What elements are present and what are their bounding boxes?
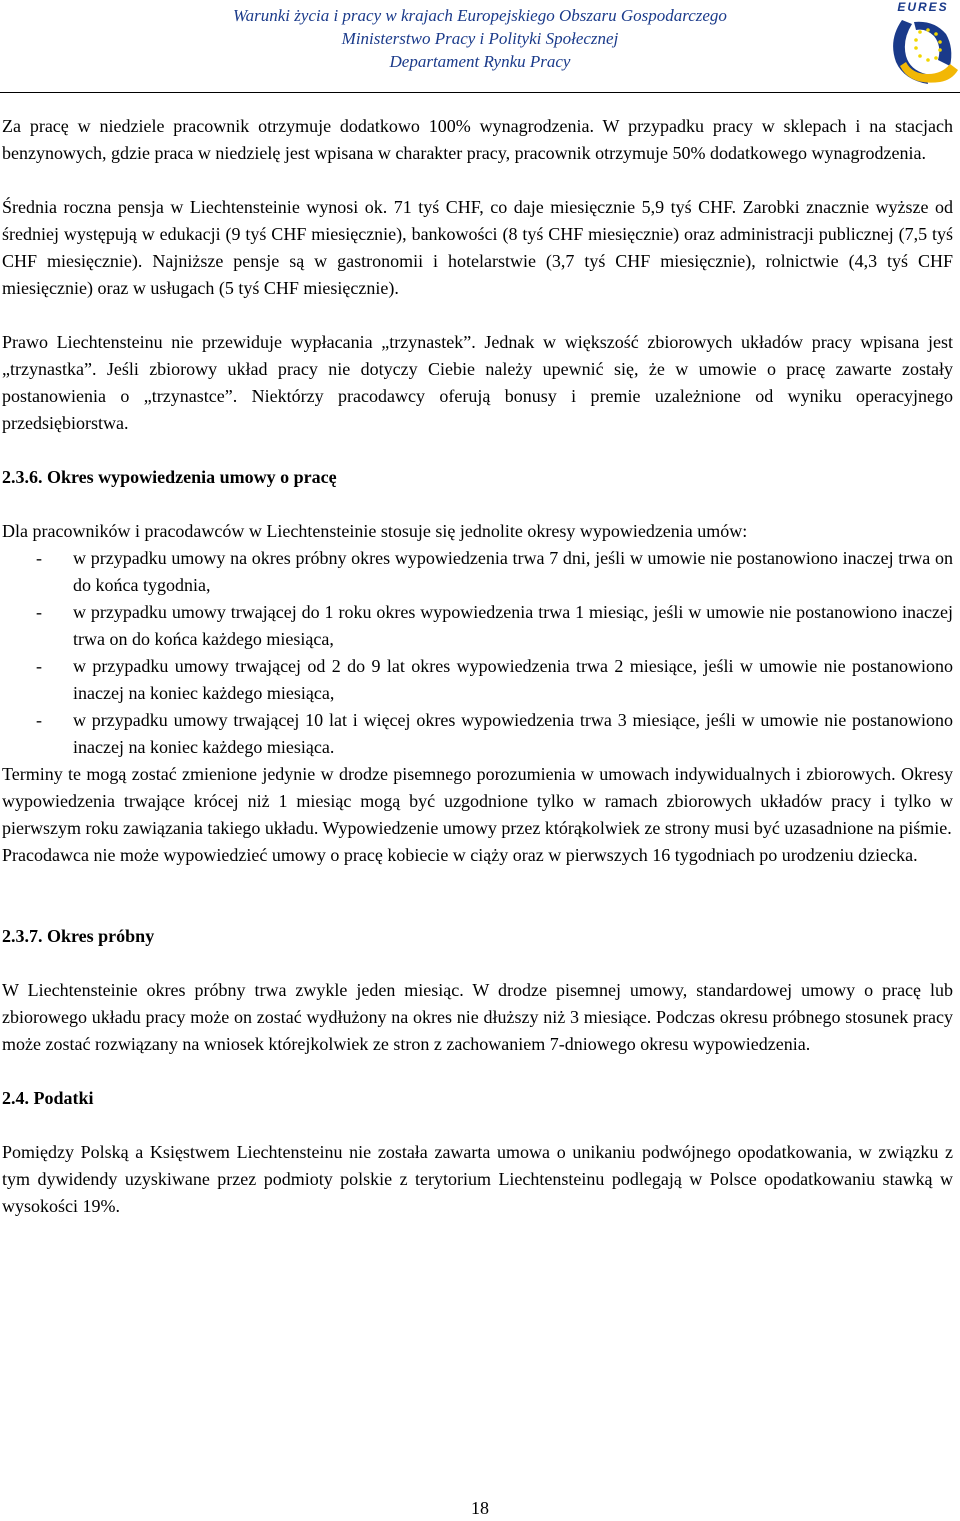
- header-rule: [0, 92, 960, 93]
- heading-2-4: 2.4. Podatki: [2, 1088, 94, 1108]
- eures-logo: [880, 0, 960, 88]
- paragraph-average-salary: Średnia roczna pensja w Liechtensteinie wynosi ok. 71 tyś CHF, co daje miesięcznie 5,9 tyś CHF. Zarobki znacznie wyższe od średniej występują w edukacji (9 tyś CHF miesięcznie), bankowości (8 tyś CHF miesięcznie) oraz administracji publicznej (7,5 tyś CHF miesięcznie). Najniższe pensje są w gastronomii i hotelarstwie (3,7 tyś CHF miesięcznie), rolnictwie (4,3 tyś CHF miesięcznie) oraz w usługach (5 tyś CHF miesięcznie).: [2, 197, 953, 298]
- notice-period-list: [2, 545, 953, 761]
- paragraph-thirteenth-salary: Prawo Liechtensteinu nie przewiduje wypłacania „trzynastek”. Jednak w większość zbiorowych układów pracy wpisana jest „trzynastka”. Jeśli zbiorowy układ pracy nie dotyczy Ciebie należy upewnić się, że w umowie o pracę zawarte zostały postanowienia o „trzynastce”. Niektórzy pracodawcy oferują bonusy i premie uzależnione od wyniku operacyjnego przedsiębiorstwa.: [2, 332, 953, 433]
- list-item-text: w przypadku umowy trwającej 10 lat i więcej okres wypowiedzenia trwa 3 miesiące, jeśli w umowie nie postanowiono inaczej na koniec każdego miesiąca.: [73, 710, 953, 757]
- list-item: [2, 653, 953, 707]
- list-item: [2, 599, 953, 653]
- list-item: [2, 545, 953, 599]
- heading-2-3-6: 2.3.6. Okres wypowiedzenia umowy o pracę: [2, 467, 337, 487]
- paragraph-sunday-pay: Za pracę w niedziele pracownik otrzymuje dodatkowo 100% wynagrodzenia. W przypadku pracy w sklepach i na stacjach benzynowych, gdzie praca w niedzielę jest wpisana w charakter pracy, pracownik otrzymuje 50% dodatkowego wynagrodzenia.: [2, 116, 953, 163]
- header-text: [130, 4, 830, 73]
- header-line-3: Departament Rynku Pracy: [389, 52, 571, 71]
- list-item-text: w przypadku umowy trwającej do 1 roku okres wypowiedzenia trwa 1 miesiąc, jeśli w umowie nie postanowiono inaczej trwa on do końca każdego miesiąca,: [73, 602, 953, 649]
- list-item-text: w przypadku umowy trwającej od 2 do 9 lat okres wypowiedzenia trwa 2 miesiące, jeśli w umowie nie postanowiono inaczej na koniec każdego miesiąca,: [73, 656, 953, 703]
- list-dash: -: [36, 548, 42, 568]
- heading-2-3-7: 2.3.7. Okres próbny: [2, 926, 155, 946]
- header-line-1: Warunki życia i pracy w krajach Europejskiego Obszaru Gospodarczego: [233, 6, 727, 25]
- list-item: [2, 707, 953, 761]
- paragraph-taxes: Pomiędzy Polską a Księstwem Liechtensteinu nie została zawarta umowa o unikaniu podwójnego opodatkowania, w związku z tym dywidendy uzyskiwane przez podmioty polskie z terytorium Liechtensteinu podlegają w Polsce opodatkowaniu stawką w wysokości 19%.: [2, 1142, 953, 1216]
- document-body: [2, 113, 953, 1220]
- eures-logo-icon: [880, 0, 960, 88]
- paragraph-pregnancy-protection: Pracodawca nie może wypowiedzieć umowy o pracę kobiecie w ciąży oraz w pierwszych 16 tygodniach po urodzeniu dziecka.: [2, 845, 918, 865]
- list-dash: -: [36, 602, 42, 622]
- header-line-2: Ministerstwo Pracy i Polityki Społecznej: [341, 29, 619, 48]
- list-item-text: w przypadku umowy na okres próbny okres wypowiedzenia trwa 7 dni, jeśli w umowie nie postanowiono inaczej trwa on do końca tygodnia,: [73, 548, 953, 595]
- list-dash: -: [36, 656, 42, 676]
- paragraph-notice-intro: Dla pracowników i pracodawców w Liechtensteinie stosuje się jednolite okresy wypowiedzenia umów:: [2, 521, 748, 541]
- eures-logo-text: EURES: [897, 0, 949, 14]
- paragraph-probation: W Liechtensteinie okres próbny trwa zwykle jeden miesiąc. W drodze pisemnej umowy, standardowej umowy o pracę lub zbiorowego układu pracy może on zostać wydłużony na okres nie dłuższy niż 3 miesiące. Podczas okresu próbnego stosunek pracy może zostać rozwiązany na wniosek którejkolwiek ze stron z zachowaniem 7-dniowego okresu wypowiedzenia.: [2, 980, 953, 1054]
- page-number: 18: [471, 1498, 489, 1518]
- paragraph-notice-changes: Terminy te mogą zostać zmienione jedynie w drodze pisemnego porozumienia w umowach indywidualnych i zbiorowych. Okresy wypowiedzenia trwające krócej niż 1 miesiąc mogą być uzgodnione tylko w ramach zbiorowych układów pracy i tylko w pierwszym roku zawiązania takiego układu. Wypowiedzenie umowy przez którąkolwiek ze strony musi być uzasadnione na piśmie.: [2, 764, 953, 838]
- list-dash: -: [36, 710, 42, 730]
- page-header: [0, 0, 960, 92]
